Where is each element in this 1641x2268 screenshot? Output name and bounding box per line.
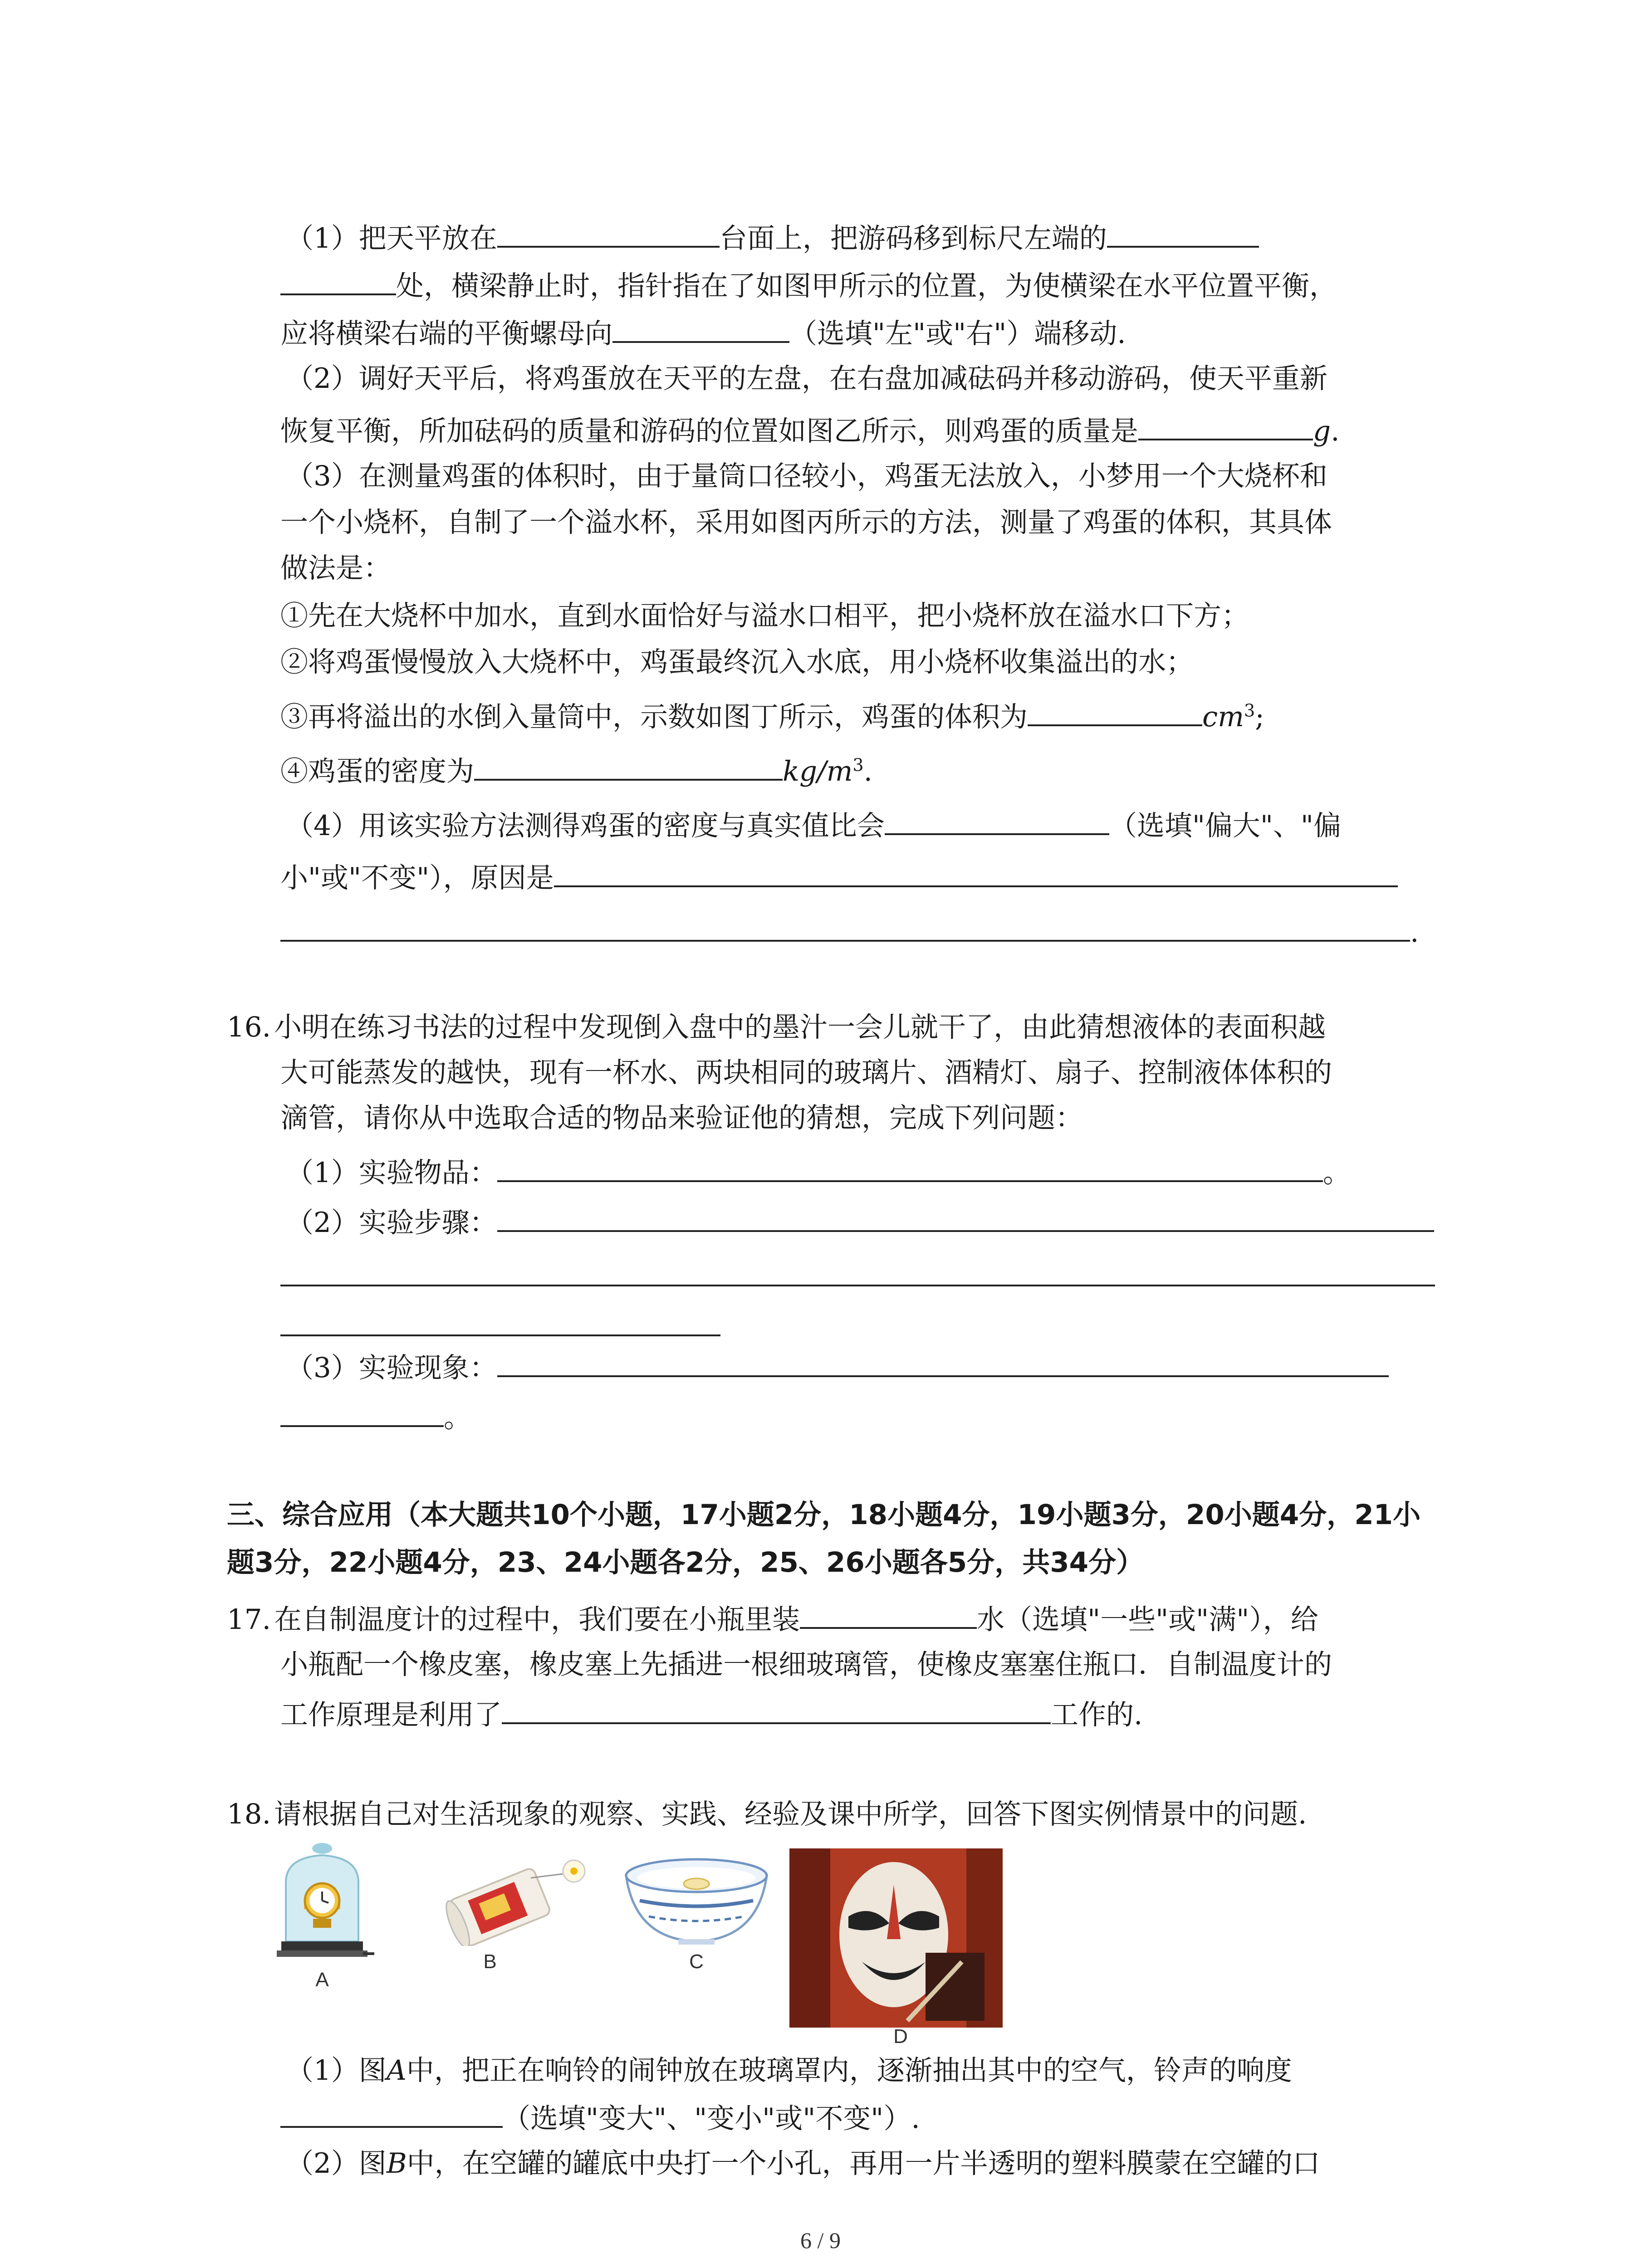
q17-line2: 小瓶配一个橡皮塞，橡皮塞上先插进一根细玻璃管，使橡皮塞塞住瓶口．自制温度计的 — [280, 1648, 1332, 1681]
q15-part1-line3: 应将横梁右端的平衡螺母向 （选填"左"或"右"）端移动. — [280, 313, 1126, 349]
bowl-coin-icon — [622, 1853, 771, 1948]
q15-part4-line1: （4）用该实验方法测得鸡蛋的密度与真实值比会 （选填"偏大"、"偏 — [286, 805, 1341, 841]
answer-blank[interactable] — [800, 1599, 977, 1629]
answer-blank[interactable] — [497, 218, 720, 248]
q16-phenomenon: （3）实验现象： — [286, 1347, 1389, 1383]
question-number: 16. — [227, 1011, 271, 1043]
q17-line3: 工作原理是利用了 工作的. — [280, 1694, 1142, 1730]
q17-line1: 17. 在自制温度计的过程中，我们要在小瓶里装 水（选填"一些"或"满"），给 — [227, 1599, 1318, 1635]
answer-blank[interactable] — [885, 805, 1109, 835]
section-heading-line2: 题3分，22小题4分，23、24小题各2分，25、26小题各5分，共34分） — [227, 1546, 1144, 1579]
q15-part3-line1: （3）在测量鸡蛋的体积时，由于量筒口径较小，鸡蛋无法放入，小梦用一个大烧杯和 — [286, 460, 1327, 492]
q16-steps-line2 — [280, 1256, 1435, 1293]
q15-part2-line1: （2）调好天平后，将鸡蛋放在天平的左盘，在右盘加减砝码并移动游码，使天平重新 — [286, 362, 1327, 395]
q18-line1: 18. 请根据自己对生活现象的观察、实践、经验及课中所学，回答下图实例情景中的问题. — [227, 1796, 1307, 1833]
answer-blank[interactable] — [280, 912, 1410, 942]
can-pinhole-camera-icon — [436, 1851, 599, 1946]
q16-line3: 滴管，请你从中选取合适的物品来验证他的猜想，完成下列问题： — [280, 1102, 1083, 1134]
q18-part1-line1: （1）图A中，把正在响铃的闹钟放在玻璃罩内，逐渐抽出其中的空气，铃声的响度 — [286, 2054, 1292, 2087]
q15-part1-line2: 处，横梁静止时，指针指在了如图甲所示的位置，为使横梁在水平位置平衡， — [280, 265, 1337, 302]
bell-jar-clock-icon — [272, 1839, 377, 1966]
figure-label-b: B — [483, 1950, 497, 1973]
answer-blank[interactable] — [280, 1256, 1435, 1286]
q16-line1: 16. 小明在练习书法的过程中发现倒入盘中的墨汁一会儿就干了，由此猜想液体的表面积越 — [227, 1009, 1326, 1046]
q15-part4-line3: . — [280, 912, 1419, 948]
answer-blank[interactable] — [497, 1347, 1389, 1377]
q15-part3-line2: 一个小烧杯，自制了一个溢水杯，采用如图丙所示的方法，测量了鸡蛋的体积，其具体 — [280, 506, 1332, 538]
answer-blank[interactable] — [502, 1694, 1051, 1724]
page-number: 6 / 9 — [800, 2228, 841, 2253]
answer-blank[interactable] — [280, 265, 396, 295]
answer-blank[interactable] — [280, 1306, 720, 1336]
q16-materials: （1）实验物品： 。 — [286, 1152, 1351, 1188]
answer-blank[interactable] — [280, 2098, 503, 2128]
q16-steps-line3 — [280, 1306, 720, 1343]
q15-step3: ③再将溢出的水倒入量筒中，示数如图丁所示，鸡蛋的体积为 $cm^3$; — [280, 696, 1264, 733]
q18-part1-line2: （选填"变大"、"变小"或"不变"）. — [280, 2098, 920, 2134]
answer-blank[interactable] — [497, 1202, 1434, 1232]
answer-blank[interactable] — [554, 857, 1398, 887]
q15-step4: ④鸡蛋的密度为 $kg/m^3$. — [280, 751, 872, 787]
figure-label-d: D — [893, 2025, 908, 2048]
section-heading: 三、综合应用（本大题共10个小题，17小题2分，18小题4分，19小题3分，20小题4分，21小 — [227, 1499, 1421, 1531]
q16-phenomenon-line2: 。 — [280, 1397, 471, 1433]
q15-step2: ②将鸡蛋慢慢放入大烧杯中，鸡蛋最终沉入水底，用小烧杯收集溢出的水； — [280, 646, 1194, 678]
question-number: 18. — [227, 1798, 271, 1830]
answer-blank[interactable] — [280, 1397, 444, 1427]
question-number: 17. — [227, 1603, 271, 1636]
q15-part3-line3: 做法是： — [280, 552, 392, 584]
q15-step1: ①先在大烧杯中加水，直到水面恰好与溢水口相平，把小烧杯放在溢水口下方； — [280, 600, 1249, 632]
answer-blank[interactable] — [1138, 411, 1313, 440]
figure-label-c: C — [689, 1950, 704, 1973]
answer-blank[interactable] — [612, 313, 789, 343]
figure-label-a: A — [315, 1969, 329, 1991]
q15-part1-line1: （1）把天平放在 台面上，把游码移到标尺左端的 — [286, 218, 1259, 254]
answer-blank[interactable] — [497, 1152, 1323, 1182]
q16-steps: （2）实验步骤： — [286, 1202, 1434, 1238]
q16-line2: 大可能蒸发的越快，现有一杯水、两块相同的玻璃片、酒精灯、扇子、控制液体体积的 — [280, 1056, 1332, 1089]
q15-part2-line2: 恢复平衡，所加砝码的质量和游码的位置如图乙所示，则鸡蛋的质量是 g. — [280, 411, 1339, 447]
answer-blank[interactable] — [1028, 696, 1202, 726]
q15-part4-line2: 小"或"不变"），原因是 — [280, 857, 1398, 894]
answer-blank[interactable] — [474, 751, 783, 781]
opera-mask-icon — [789, 1848, 1003, 2028]
q18-part2-line1: （2）图B中，在空罐的罐底中央打一个小孔，再用一片半透明的塑料膜蒙在空罐的口 — [286, 2147, 1320, 2180]
answer-blank[interactable] — [1107, 218, 1259, 248]
